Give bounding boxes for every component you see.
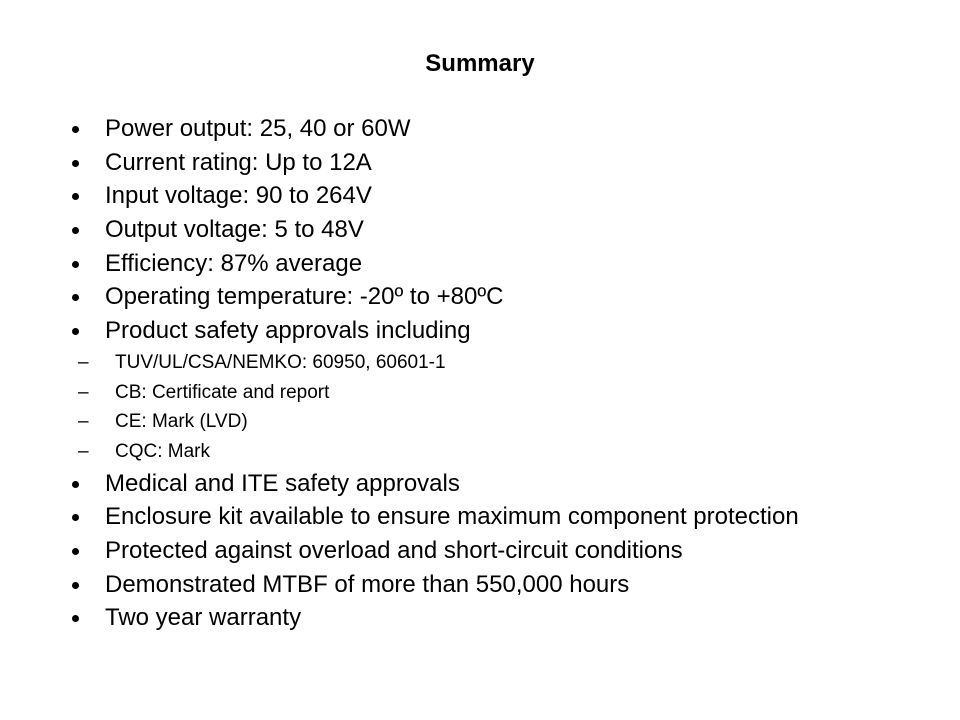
bullet-dot-icon [72, 227, 79, 234]
bullet-text: Product safety approvals including [105, 317, 471, 345]
bullet-text: Input voltage: 90 to 264V [105, 182, 372, 210]
bullet-dot-icon [72, 328, 79, 335]
bullet-dot-icon [72, 126, 79, 133]
bullet-item-medical-ite [66, 467, 946, 501]
bullet-item-efficiency [66, 247, 946, 281]
bullet-text: Efficiency: 87% average [105, 249, 363, 277]
bullet-dot-icon [72, 294, 79, 301]
bullet-item-warranty [66, 601, 946, 635]
bullet-dot-icon [72, 160, 79, 167]
dash-icon: – [78, 381, 89, 403]
slide-title: Summary [425, 50, 535, 77]
sub-bullet-group [66, 348, 946, 467]
dash-icon: – [78, 351, 89, 373]
bullet-text: Power output: 25, 40 or 60W [105, 115, 411, 142]
bullet-text: Medical and ITE safety approvals [105, 469, 460, 497]
sub-bullet-text: CE: Mark (LVD) [115, 411, 248, 433]
sub-bullet-item-cqc [27, 437, 907, 467]
sub-bullet-text: CQC: Mark [115, 440, 210, 462]
bullet-dot-icon [72, 582, 79, 589]
bullet-item-protection [66, 534, 946, 568]
bullet-item-product-safety [66, 314, 946, 348]
sub-bullet-item-tuv [27, 348, 907, 378]
bullet-text: Output voltage: 5 to 48V [105, 216, 364, 244]
bullet-dot-icon [72, 481, 79, 488]
sub-bullet-text: TUV/UL/CSA/NEMKO: 60950, 60601-1 [115, 351, 446, 373]
safety-approvals-sub-list [27, 348, 907, 467]
bullet-dot-icon [72, 548, 79, 555]
bullet-text: Protected against overload and short-circuit conditions [105, 536, 683, 564]
sub-bullet-text: CB: Certificate and report [115, 381, 330, 403]
bullet-item-mtbf [66, 568, 946, 602]
bullet-item-operating-temperature [66, 280, 946, 314]
bullet-item-current-rating [66, 146, 946, 180]
bullet-item-enclosure-kit [66, 500, 946, 534]
bullet-dot-icon [72, 193, 79, 200]
bullet-text: Current rating: Up to 12A [105, 148, 372, 176]
bullet-item-power-output [66, 112, 946, 146]
bullet-item-output-voltage [66, 213, 946, 247]
bullet-text: Two year warranty [105, 604, 302, 632]
bullet-text: Operating temperature: -20º to +80ºC [105, 283, 504, 311]
bullet-text: Demonstrated MTBF of more than 550,000 hours [105, 570, 630, 598]
dash-icon: – [78, 411, 89, 433]
bullet-dot-icon [72, 514, 79, 521]
bullet-item-input-voltage [66, 179, 946, 213]
dash-icon: – [78, 440, 89, 462]
bullet-dot-icon [72, 261, 79, 268]
bullet-text: Enclosure kit available to ensure maximum component protection [105, 503, 799, 531]
sub-bullet-item-ce [27, 407, 907, 437]
summary-bullet-list [66, 112, 946, 635]
sub-bullet-item-cb [27, 378, 907, 408]
bullet-dot-icon [72, 615, 79, 622]
